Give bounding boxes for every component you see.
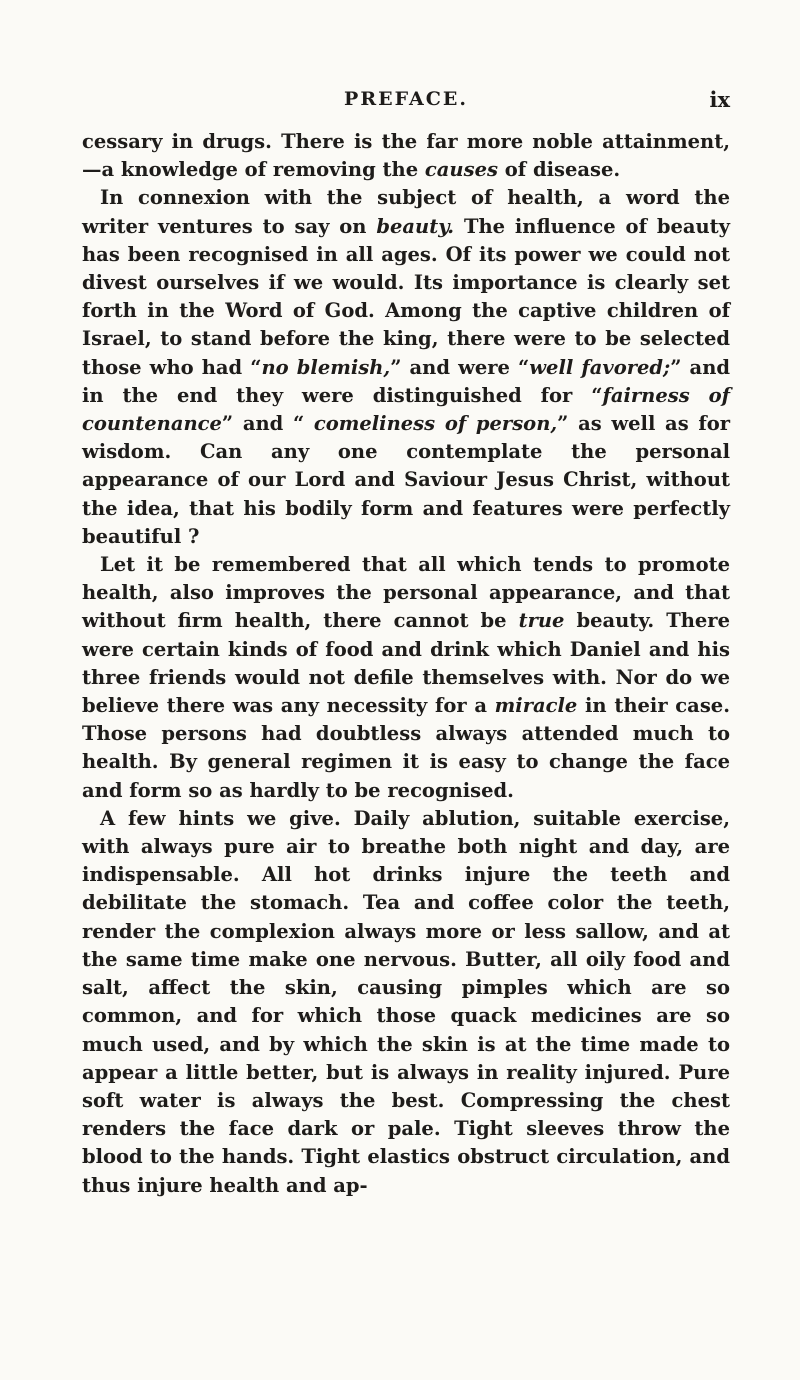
text-run: of disease. bbox=[497, 158, 621, 182]
emphasis-text: well favored; bbox=[529, 355, 671, 379]
paragraph bbox=[82, 184, 730, 551]
text-run: ” as well as for wisdom. Can any one contemplate the personal appearance of our Lord and Saviour Jesus Christ, without the idea, that his bodily form and features were perfectly beautiful ? bbox=[82, 412, 731, 548]
running-title: PREFACE. bbox=[344, 88, 468, 110]
emphasis-text: causes bbox=[424, 158, 498, 182]
running-head bbox=[82, 88, 730, 118]
paragraph bbox=[82, 128, 730, 184]
emphasis-text: miracle bbox=[494, 694, 578, 718]
text-run: in their case. Those persons had doubtless always attended much to health. By general regimen it is easy to change the face and form so as hardly to be recognised. bbox=[82, 694, 730, 802]
text-run: ” and “ bbox=[221, 412, 314, 436]
text-run: ” and in the end they were distinguished for “ bbox=[82, 355, 731, 407]
text-run: A few hints we give. Daily ablution, suitable exercise, with always pure air to breathe both night and day, are indispensable. All hot drinks injure the teeth and debilitate the stomach. Tea and coffee color the teeth, render the complexion always more or less sallow, and at the same time make one nervous. Butter, all oily food and salt, affect the skin, causing pimples which are so common, and for which those quack medicines are so much used, and by which the skin is at the time made to appear a little better, but is always in reality injured. Pure soft water is always the best. Compressing the chest renders the face dark or pale. Tight sleeves throw the blood to the hands. Tight elastics obstruct circulation, and thus injure health and ap- bbox=[82, 806, 730, 1197]
paragraph bbox=[82, 551, 730, 805]
text-run: beauty. There were certain kinds of food and drink which Daniel and his three friends would not defile themselves with. Nor do we believe there was any necessity for a bbox=[82, 609, 730, 718]
emphasis-text: true bbox=[518, 609, 565, 633]
emphasis-text: comeliness of person, bbox=[313, 412, 558, 436]
page-number: ix bbox=[709, 87, 730, 112]
text-run: The influence of beauty has been recognised in all ages. Of its power we could not divest ourselves if we would. Its importance is clearly set forth in the Word of God. Among the captive children of Israel, to stand before the king, there were to be selected those who had “ bbox=[82, 214, 731, 379]
text-run: Let it be remembered that all which tends to promote health, also improves the personal appearance, and that without firm health, there cannot be bbox=[82, 553, 730, 633]
paragraph bbox=[82, 805, 730, 1200]
text-run: In connexion with the subject of health, a word the writer ventures to say on bbox=[82, 186, 730, 238]
emphasis-text: no blemish, bbox=[261, 355, 391, 379]
text-run: cessary in drugs. There is the far more noble attainment, —a knowledge of removing the bbox=[82, 130, 730, 182]
body-text bbox=[82, 128, 730, 1200]
emphasis-text: fairness of countenance bbox=[82, 383, 730, 436]
text-run: ” and were “ bbox=[390, 355, 530, 379]
emphasis-text: beauty. bbox=[376, 214, 455, 238]
